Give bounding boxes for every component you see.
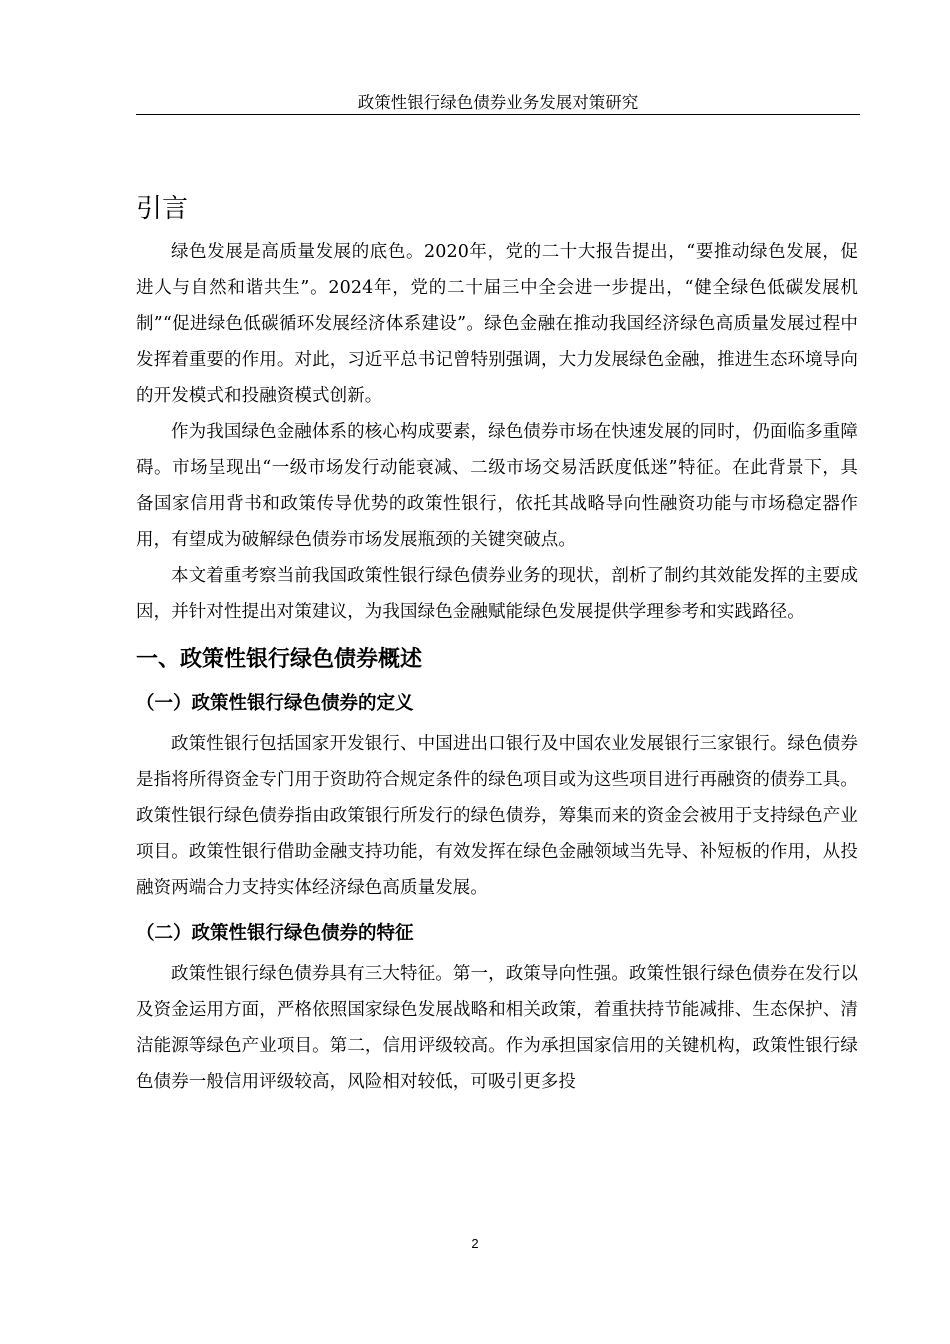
subsection-1-1-heading: （一）政策性银行绿色债券的定义 [136,693,414,714]
intro-heading: 引言 [136,194,189,224]
subsection-1-2-heading: （二）政策性银行绿色债券的特征 [136,923,414,944]
subsection-1-2-paragraph: 政策性银行绿色债券具有三大特征。第一，政策导向性强。政策性银行绿色债券在发行以及资金运用方面，严格依照国家绿色发展战略和相关政策，着重扶持节能减排、生态保护、清洁能源等绿色产业项目。第二，信用评级较高。作为承担国家信用的关键机构，政策性银行绿色债券一般信用评级较高，风险相对较低，可吸引更多投 [136,964,858,1092]
section-1-heading: 一、政策性银行绿色债券概述 [136,647,423,672]
body-text [136,180,858,1100]
header-rule [136,114,860,115]
intro-paragraph-2: 作为我国绿色金融体系的核心构成要素，绿色债券市场在快速发展的同时，仍面临多重障碍。市场呈现出“一级市场发行动能衰减、二级市场交易活跃度低迷”特征。在此背景下，具备国家信用背书和政策传导优势的政策性银行，依托其战略导向性融资功能与市场稳定器作用，有望成为破解绿色债券市场发展瓶颈的关键突破点。 [136,422,858,550]
page-number: 2 [471,1236,479,1251]
intro-paragraph-3: 本文着重考察当前我国政策性银行绿色债券业务的现状，剖析了制约其效能发挥的主要成因，并针对性提出对策建议，为我国绿色金融赋能绿色发展提供学理参考和实践路径。 [136,566,858,622]
subsection-1-1-paragraph: 政策性银行包括国家开发银行、中国进出口银行及中国农业发展银行三家银行。绿色债券是指将所得资金专门用于资助符合规定条件的绿色项目或为这些项目进行再融资的债券工具。政策性银行绿色债券指由政策银行所发行的绿色债券，筹集而来的资金会被用于支持绿色产业项目。政策性银行借助金融支持功能，有效发挥在绿色金融领域当先导、补短板的作用，从投融资两端合力支持实体经济绿色高质量发展。 [136,734,858,898]
running-header: 政策性银行绿色债券业务发展对策研究 [357,93,639,112]
intro-paragraph-1: 绿色发展是高质量发展的底色。2020年，党的二十大报告提出，“要推动绿色发展，促进人与自然和谐共生”。2024年，党的二十届三中全会进一步提出，“健全绿色低碳发展机制”“促进绿色低碳循环发展经济体系建设”。绿色金融在推动我国经济绿色高质量发展过程中发挥着重要的作用。对此，习近平总书记曾特别强调，大力发展绿色金融，推进生态环境导向的开发模式和投融资模式创新。 [136,242,858,406]
